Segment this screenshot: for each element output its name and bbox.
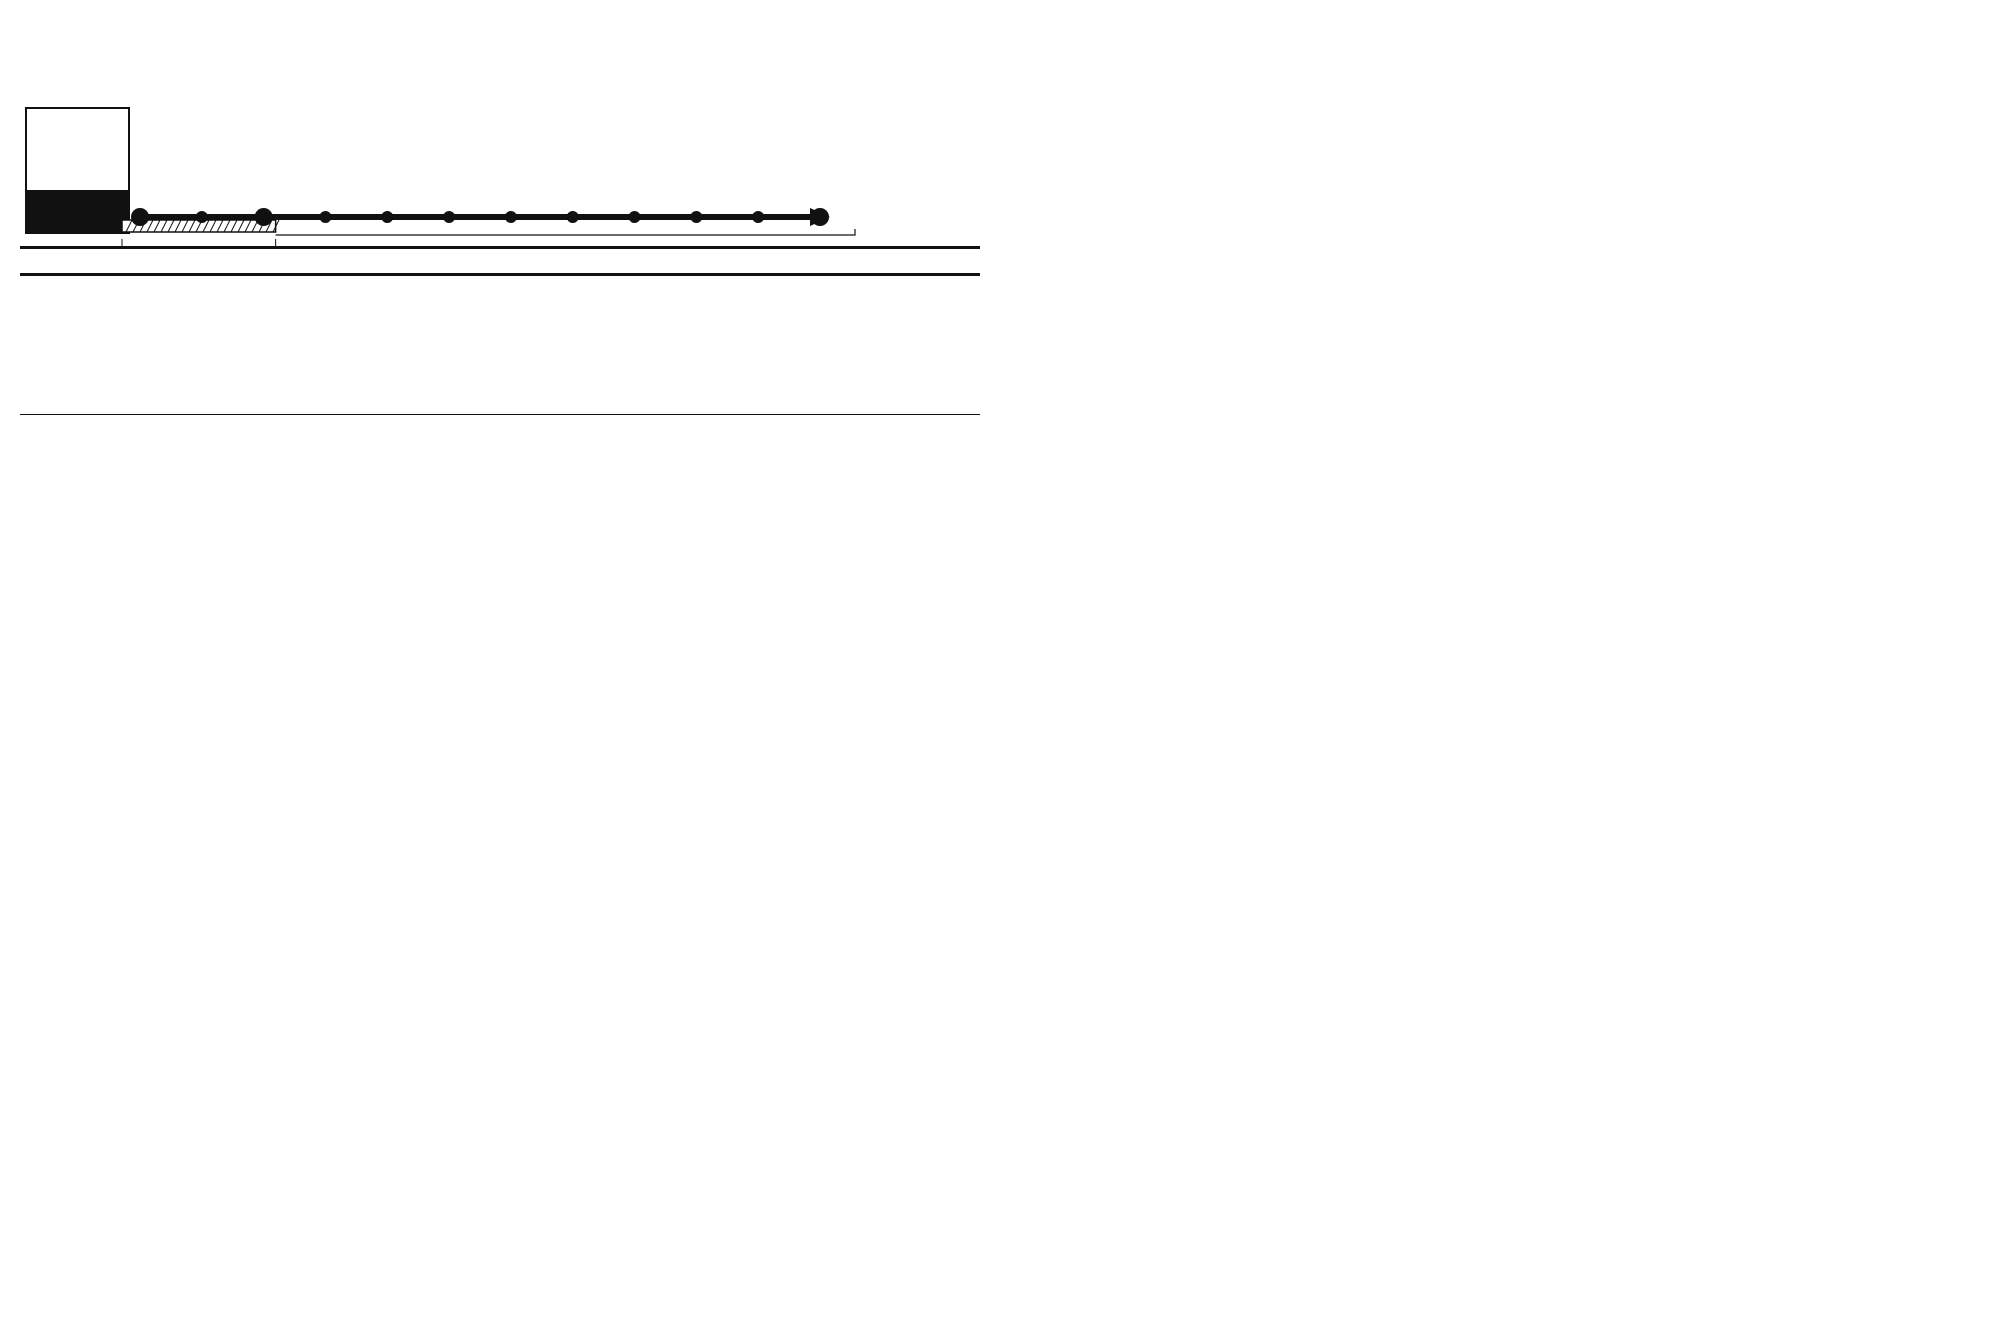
outer-zone-bracket	[276, 229, 855, 235]
route-line-svg	[120, 20, 950, 295]
timetable-panel-outbound	[20, 0, 980, 1342]
stop-dot	[381, 211, 393, 223]
stop-dot	[255, 208, 273, 226]
stop-dot	[811, 208, 829, 226]
section-rule	[20, 273, 980, 276]
route-diagram	[120, 20, 950, 295]
stop-dot	[196, 211, 208, 223]
stop-dot	[690, 211, 702, 223]
section-rule	[20, 246, 980, 249]
stop-dot	[319, 211, 331, 223]
pay-the-driver-label	[27, 190, 128, 232]
stop-dot	[131, 208, 149, 226]
fare-notice-text	[27, 109, 128, 113]
stop-dot	[505, 211, 517, 223]
fare-notice-box	[25, 107, 130, 234]
block-separator	[20, 414, 980, 415]
stop-dot	[567, 211, 579, 223]
timetable-panel-inbound	[1045, 0, 2000, 1342]
stop-dot	[443, 211, 455, 223]
stop-dot	[629, 211, 641, 223]
stop-dot	[752, 211, 764, 223]
